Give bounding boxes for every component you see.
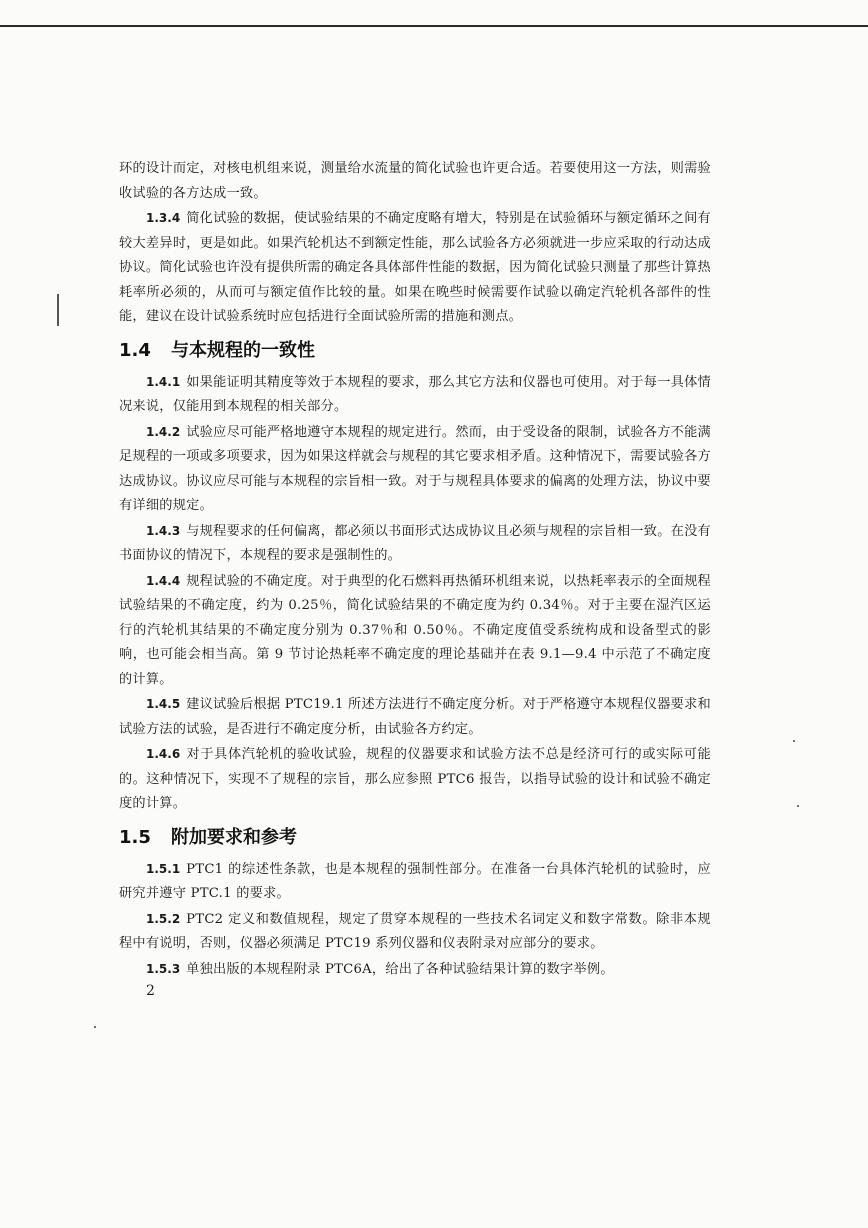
scan-edge-line bbox=[0, 25, 868, 27]
clause-text: 规程试验的不确定度。对于典型的化石燃料再热循环机组来说，以热耗率表示的全面规程试验结果的不确定度，约为 0.25％，简化试验结果的不确定度为约 0.34％。对于主要在湿汽区运行的汽轮机其结果的不确定度分别为 0.37％和 0.50％。不确定度值受系统构成和设备型式的影响，也可能会相当高。第 9 节讨论热耗率不确定度的理论基础并在表 9.1—9.4 中示范了不确定度的计算。 bbox=[119, 573, 711, 687]
clause-1-4-2 bbox=[119, 420, 711, 519]
clause-1-5-3 bbox=[119, 957, 711, 983]
section-title: 附加要求和参考 bbox=[171, 826, 297, 848]
clause-number: 1.3.4 bbox=[146, 211, 181, 225]
section-heading-1-5 bbox=[119, 824, 711, 852]
clause-text: 如果能证明其精度等效于本规程的要求，那么其它方法和仪器也可使用。对于每一具体情况来说，仅能用到本规程的相关部分。 bbox=[119, 374, 711, 414]
clause-number: 1.4.1 bbox=[146, 374, 181, 389]
clause-1-5-1 bbox=[119, 857, 711, 907]
clause-text: PTC1 的综述性条款，也是本规程的强制性部分。在准备一台具体汽轮机的试验时，应研究并遵守 PTC.1 的要求。 bbox=[119, 861, 711, 901]
intro-paragraph: 环的设计而定，对核电机组来说，测量给水流量的简化试验也许更合适。若要使用这一方法，则需验收试验的各方达成一致。 bbox=[119, 161, 711, 201]
clause-1-4-1 bbox=[119, 370, 711, 420]
clause-number: 1.5.3 bbox=[146, 961, 181, 976]
section-title: 与本规程的一致性 bbox=[171, 339, 315, 361]
clause-number: 1.4.5 bbox=[146, 697, 181, 711]
clause-number: 1.4.4 bbox=[146, 573, 181, 588]
margin-mark bbox=[57, 294, 59, 326]
clause-text: 简化试验的数据，使试验结果的不确定度略有增大，特别是在试验循环与额定循环之间有较大差异时，更是如此。如果汽轮机达不到额定性能，那么试验各方必须就进一步应采取的行动达成协议。简化试验也许没有提供所需的确定各具体部件性能的数据，因为简化试验只测量了那些计算热耗率所必须的，从而可与额定值作比较的量。如果在晚些时候需要作试验以确定汽轮机各部件的性能，建议在设计试验系统时应包括进行全面试验所需的措施和测点。 bbox=[119, 211, 711, 324]
clause-text: 试验应尽可能严格地遵守本规程的规定进行。然而，由于受设备的限制，试验各方不能满足规程的一项或多项要求，因为如果这样就会与规程的其它要求相矛盾。这种情况下，需要试验各方达成协议。协议应尽可能与本规程的宗旨相一致。对于与规程具体要求的偏离的处理方法，协议中要有详细的规定。 bbox=[119, 424, 711, 513]
page-body bbox=[119, 157, 711, 982]
section-number: 1.5 bbox=[119, 826, 151, 848]
clause-number: 1.5.1 bbox=[146, 861, 181, 876]
clause-number: 1.4.6 bbox=[146, 747, 181, 761]
clause-text: 建议试验后根据 PTC19.1 所述方法进行不确定度分析。对于严格遵守本规程仪器要求和试验方法的试验，是否进行不确定度分析，由试验各方约定。 bbox=[119, 697, 711, 737]
clause-text: PTC2 定义和数值规程，规定了贯穿本规程的一些技术名词定义和数字常数。除非本规程中有说明，否则，仪器必须满足 PTC19 系列仪器和仪表附录对应部分的要求。 bbox=[119, 911, 711, 951]
clause-1-5-2 bbox=[119, 907, 711, 957]
clause-1-3-4 bbox=[119, 206, 711, 330]
clause-1-4-4 bbox=[119, 569, 711, 693]
scan-speck bbox=[793, 740, 795, 742]
clause-text: 单独出版的本规程附录 PTC6A，给出了各种试验结果计算的数字举例。 bbox=[186, 961, 614, 977]
page-number: 2 bbox=[146, 983, 155, 999]
scan-speck bbox=[797, 805, 799, 807]
section-heading-1-4 bbox=[119, 337, 711, 365]
clause-number: 1.5.2 bbox=[146, 911, 181, 926]
clause-1-4-3 bbox=[119, 519, 711, 569]
clause-number: 1.4.3 bbox=[146, 523, 181, 538]
clause-1-4-5 bbox=[119, 692, 711, 742]
clause-number: 1.4.2 bbox=[146, 424, 181, 439]
clause-text: 与规程要求的任何偏离，都必须以书面形式达成协议且必须与规程的宗旨相一致。在没有书面协议的情况下，本规程的要求是强制性的。 bbox=[119, 523, 711, 563]
clause-1-4-6 bbox=[119, 742, 711, 817]
clause-text: 对于具体汽轮机的验收试验，规程的仪器要求和试验方法不总是经济可行的或实际可能的。这种情况下，实现不了规程的宗旨，那么应参照 PTC6 报告，以指导试验的设计和试验不确定度的计算。 bbox=[119, 747, 711, 811]
scan-speck bbox=[94, 1026, 96, 1028]
section-number: 1.4 bbox=[119, 339, 151, 361]
